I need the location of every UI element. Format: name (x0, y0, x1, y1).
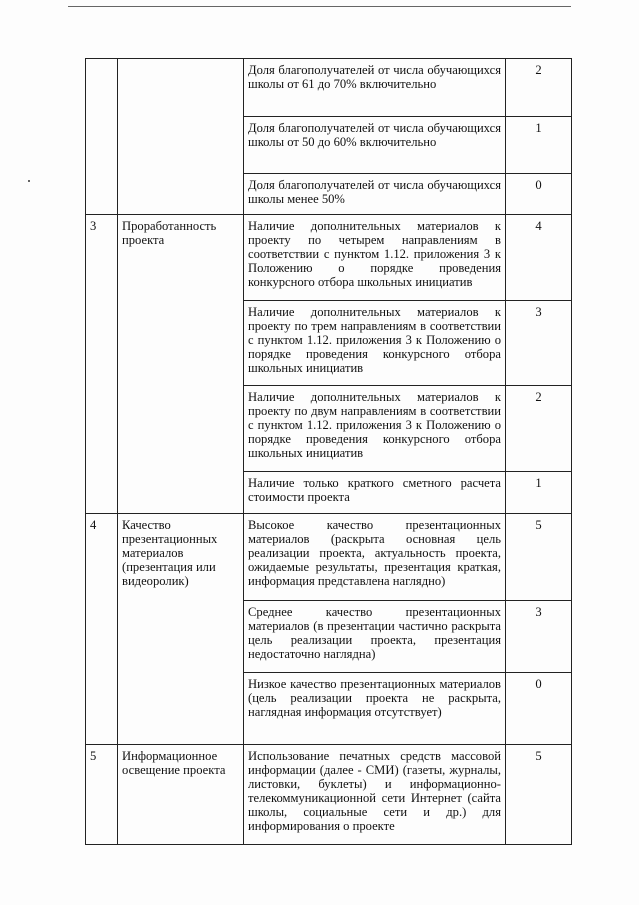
sub-criterion-description: Наличие дополнительных материалов к проекту по четырем направлениям в соответствии с пунктом 1.12. приложения 3 к Положению о порядке проведения конкурсного отбора школьных инициатив (244, 215, 506, 301)
points-value: 1 (506, 472, 572, 514)
sub-criterion-description: Использование печатных средств массовой информации (далее - СМИ) (газеты, журналы, листовки, буклеты) и информационно-телекоммуникационной сети Интернет (сайта школы, социальные сети и др.) для информирования о проекте (244, 745, 506, 845)
table-row (86, 745, 572, 845)
sub-criterion-description: Наличие дополнительных материалов к проекту по двум направлениям в соответствии с пунктом 1.12. приложения 3 к Положению о порядке проведения конкурсного отбора школьных инициатив (244, 386, 506, 472)
criterion-name: Качество презентационных материалов (презентация или видеоролик) (118, 514, 244, 745)
points-value: 4 (506, 215, 572, 301)
criterion-name (118, 59, 244, 215)
sub-criterion-description: Доля благополучателей от числа обучающихся школы от 61 до 70% включительно (244, 59, 506, 117)
table-row (86, 514, 572, 601)
points-value: 2 (506, 59, 572, 117)
scan-speck (28, 180, 30, 182)
criteria-table (85, 58, 572, 845)
criterion-name: Информационное освещение проекта (118, 745, 244, 845)
criterion-number (86, 59, 118, 215)
points-value: 5 (506, 745, 572, 845)
points-value: 2 (506, 386, 572, 472)
page-top-border (68, 6, 571, 7)
points-value: 0 (506, 174, 572, 215)
sub-criterion-description: Наличие только краткого сметного расчета стоимости проекта (244, 472, 506, 514)
sub-criterion-description: Среднее качество презентационных материалов (в презентации частично раскрыта цель реализации проекта, презентация недостаточно наглядна) (244, 601, 506, 673)
criterion-number: 4 (86, 514, 118, 745)
points-value: 3 (506, 601, 572, 673)
criterion-name: Проработанность проекта (118, 215, 244, 514)
table-row (86, 59, 572, 117)
points-value: 5 (506, 514, 572, 601)
criterion-number: 3 (86, 215, 118, 514)
sub-criterion-description: Доля благополучателей от числа обучающихся школы менее 50% (244, 174, 506, 215)
points-value: 1 (506, 117, 572, 174)
sub-criterion-description: Высокое качество презентационных материалов (раскрыта основная цель реализации проекта, актуальность проекта, ожидаемые результаты, презентация краткая, информация представлена наглядно) (244, 514, 506, 601)
sub-criterion-description: Низкое качество презентационных материалов (цель реализации проекта не раскрыта, наглядная информация отсутствует) (244, 673, 506, 745)
points-value: 0 (506, 673, 572, 745)
criterion-number: 5 (86, 745, 118, 845)
sub-criterion-description: Доля благополучателей от числа обучающихся школы от 50 до 60% включительно (244, 117, 506, 174)
table-row (86, 215, 572, 301)
points-value: 3 (506, 301, 572, 386)
sub-criterion-description: Наличие дополнительных материалов к проекту по трем направлениям в соответствии с пунктом 1.12. приложения 3 к Положению о порядке проведения конкурсного отбора школьных инициатив (244, 301, 506, 386)
